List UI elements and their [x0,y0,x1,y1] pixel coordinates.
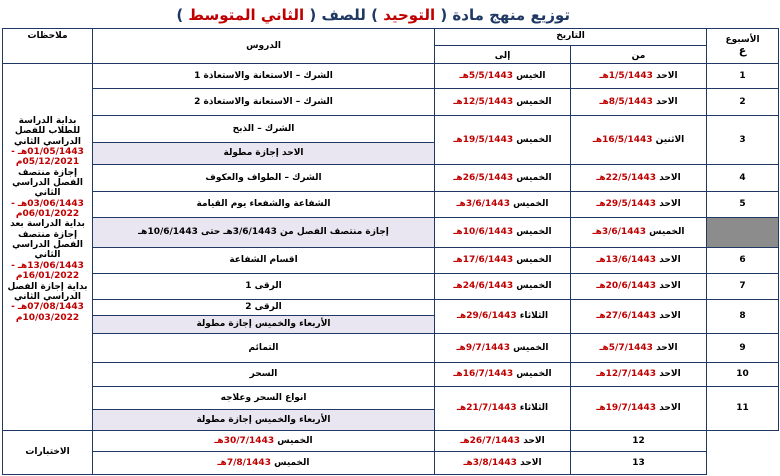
note-date: 10/03/2022م [15,312,80,323]
header-notes: ملاحظات [3,29,93,64]
lesson-cell: الشرك – الذبح [93,116,435,143]
from-day: الاحد [659,255,681,266]
from-date-cell [571,192,707,218]
from-date-cell [571,165,707,192]
holiday-cell: الأربعاء والخميس إجازة مطولة [93,316,435,334]
lesson-cell: الشفاعة والشفعاء يوم القيامة [93,192,435,218]
to-date: 10/6/1443هـ [453,227,514,238]
from-day: الاثنين [655,134,685,145]
from-date-cell [571,248,707,274]
lesson-cell: الشرك – الاستعانة والاستعاذة 1 [93,64,435,89]
from-date: 13/6/1443هـ [596,255,657,266]
from-date: 27/6/1443هـ [596,311,657,322]
to-date-cell [435,165,571,192]
to-day: الخميس [516,134,552,145]
table-row [3,165,779,192]
to-date-cell [435,363,571,387]
lesson-cell: التمائم [93,334,435,363]
page-title [176,6,570,30]
to-date-cell [435,300,571,334]
from-date-cell [571,300,707,334]
from-day: الاحد [520,457,542,468]
week-number: 2 [707,89,779,116]
note-date: 01/05/1443هـ - [11,147,84,158]
table-row [3,363,779,387]
week-number: 9 [707,334,779,363]
to-date-cell [435,116,571,165]
title-grade: الثاني المتوسط [188,6,305,24]
to-day: الخميس [513,199,549,210]
title-middle: ) للصف ( [309,6,378,24]
to-date: 21/7/1443هـ [456,403,517,414]
midterm-holiday-cell: إجازة منتصف الفصل من 3/6/1443هـ حتى 10/6/1443هـ [93,218,435,248]
from-date-cell [571,116,707,165]
week-number: 7 [707,274,779,300]
table-row [3,218,779,248]
to-day: الخميس [516,369,552,380]
from-day: الاحد [659,369,681,380]
holiday-cell: الأربعاء والخميس إجازة مطولة [93,410,435,431]
week-number: 13 [571,452,707,475]
from-day: الاحد [656,96,678,107]
to-day: الخميس [277,435,313,446]
to-date: 19/5/1443هـ [453,134,514,145]
to-date: 17/6/1443هـ [453,255,514,266]
from-date: 26/7/1443هـ [460,435,521,446]
table-row [3,248,779,274]
table-row [3,116,779,143]
from-date: 12/7/1443هـ [596,369,657,380]
note-date: 03/06/1443هـ - [11,198,84,209]
from-date: 19/7/1443هـ [596,403,657,414]
to-day: الخميس [274,457,310,468]
from-date-cell [571,64,707,89]
to-day: الخميس [513,342,549,353]
from-date: 16/5/1443هـ [592,134,653,145]
to-day: الخميس [516,172,552,183]
table-row [3,89,779,116]
to-date: 26/5/1443هـ [453,172,514,183]
to-date-cell [93,452,435,475]
to-date-cell [435,192,571,218]
from-date-cell [571,89,707,116]
lesson-cell: الشرك – الاستعانة والاستعاذة 2 [93,89,435,116]
from-day: الاحد [523,435,545,446]
table-row [3,64,779,89]
week-number: 1 [707,64,779,89]
curriculum-table [2,28,779,475]
week-number: 6 [707,248,779,274]
to-date-cell [435,89,571,116]
table-row [3,300,779,316]
to-date: 5/5/1443هـ [459,70,513,81]
holiday-cell: الاحد إجازة مطولة [93,143,435,165]
note-text: بداية الدراسة للطلاب للفصل الدراسي الثاني [13,116,82,147]
title-subject: التوحيد [383,6,436,24]
to-date-cell [435,274,571,300]
table-row [3,452,779,475]
week-number-empty [707,218,779,248]
notes-cell [3,64,93,431]
title-prefix: توزيع منهج مادة ( [440,6,570,24]
to-date-cell [435,218,571,248]
from-date: 1/5/1443هـ [599,70,653,81]
from-day: الخميس [649,227,685,238]
week-number: 5 [707,192,779,218]
to-date-cell [435,64,571,89]
from-date-cell [571,334,707,363]
exams-cell: الاختبارات [3,431,93,475]
week-number: 10 [707,363,779,387]
from-day: الاحد [659,281,681,292]
to-day: الثلاثاء [519,311,549,322]
from-day: الاحد [659,199,681,210]
week-number: 12 [571,431,707,452]
to-day: الخميس [516,281,552,292]
to-date: 12/5/1443هـ [453,96,514,107]
from-date: 20/6/1443هـ [596,281,657,292]
to-date-cell [435,248,571,274]
table-row [3,431,779,452]
lesson-cell: الرقى 1 [93,274,435,300]
from-date: 3/6/1443هـ [592,227,646,238]
from-date: 29/5/1443هـ [596,199,657,210]
from-date-cell [435,452,571,475]
from-date-cell [571,387,707,431]
header-date: التاريخ [435,29,707,46]
note-text: إجازة منتصف الفصل الدراسي الثاني [12,167,83,199]
from-day: الاحد [659,172,681,183]
lesson-cell: انواع السحر وعلاجه [93,387,435,410]
note-date: 16/01/2022م [15,271,80,282]
week-number: 8 [707,300,779,334]
header-week [707,29,779,64]
from-day: الاحد [659,403,681,414]
from-date: 3/8/1443هـ [463,457,517,468]
lesson-cell: الشرك – الطواف والعكوف [93,165,435,192]
to-date: 16/7/1443هـ [453,369,514,380]
to-date-cell [435,387,571,431]
table-row [3,274,779,300]
lesson-cell: الرقى 2 [93,300,435,316]
to-date: 9/7/1443هـ [456,342,510,353]
week-number: 3 [707,116,779,165]
lesson-cell: السحر [93,363,435,387]
header-lessons: الدروس [93,29,435,64]
lesson-cell: اقسام الشفاعة [93,248,435,274]
to-date-cell [435,334,571,363]
to-date: 3/6/1443هـ [456,199,510,210]
from-date-cell [571,274,707,300]
to-day: الثلاثاء [519,403,549,414]
to-date: 30/7/1443هـ [214,435,275,446]
note-date: 13/06/1443هـ - [11,260,84,271]
from-date-cell [571,218,707,248]
header-week-label: الأسبوع [725,34,760,45]
header-week-abbr: ع [738,43,747,57]
to-date-cell [93,431,435,452]
title-suffix: ) [176,6,184,24]
table-row [3,334,779,363]
note-date: 05/12/2021م [15,157,80,168]
from-date: 8/5/1443هـ [599,96,653,107]
from-date: 22/5/1443هـ [596,172,657,183]
header-to: إلى [435,46,571,64]
table-row [3,387,779,410]
from-day: الاحد [656,342,678,353]
week-number: 4 [707,165,779,192]
to-day: الخيس [516,70,546,81]
table-row [3,192,779,218]
from-date: 5/7/1443هـ [599,342,653,353]
to-date: 29/6/1443هـ [456,311,517,322]
to-day: الخميس [516,96,552,107]
week-number: 11 [707,387,779,431]
note-date: 07/08/1443هـ - [11,302,84,313]
to-date: 7/8/1443هـ [217,457,271,468]
from-day: الاحد [659,311,681,322]
to-date: 24/6/1443هـ [453,281,514,292]
header-from: من [571,46,707,64]
note-text: بداية إجازة الفصل الدراسي الثاني [7,281,88,302]
from-date-cell [435,431,571,452]
to-day: الخميس [516,227,552,238]
from-day: الاحد [656,70,678,81]
to-day: الخميس [516,255,552,266]
note-text: بداية الدراسة بعد إجازة منتصف الفصل الدراسي الثاني [10,219,85,261]
from-date-cell [571,363,707,387]
note-date: 06/01/2022م [15,209,80,220]
